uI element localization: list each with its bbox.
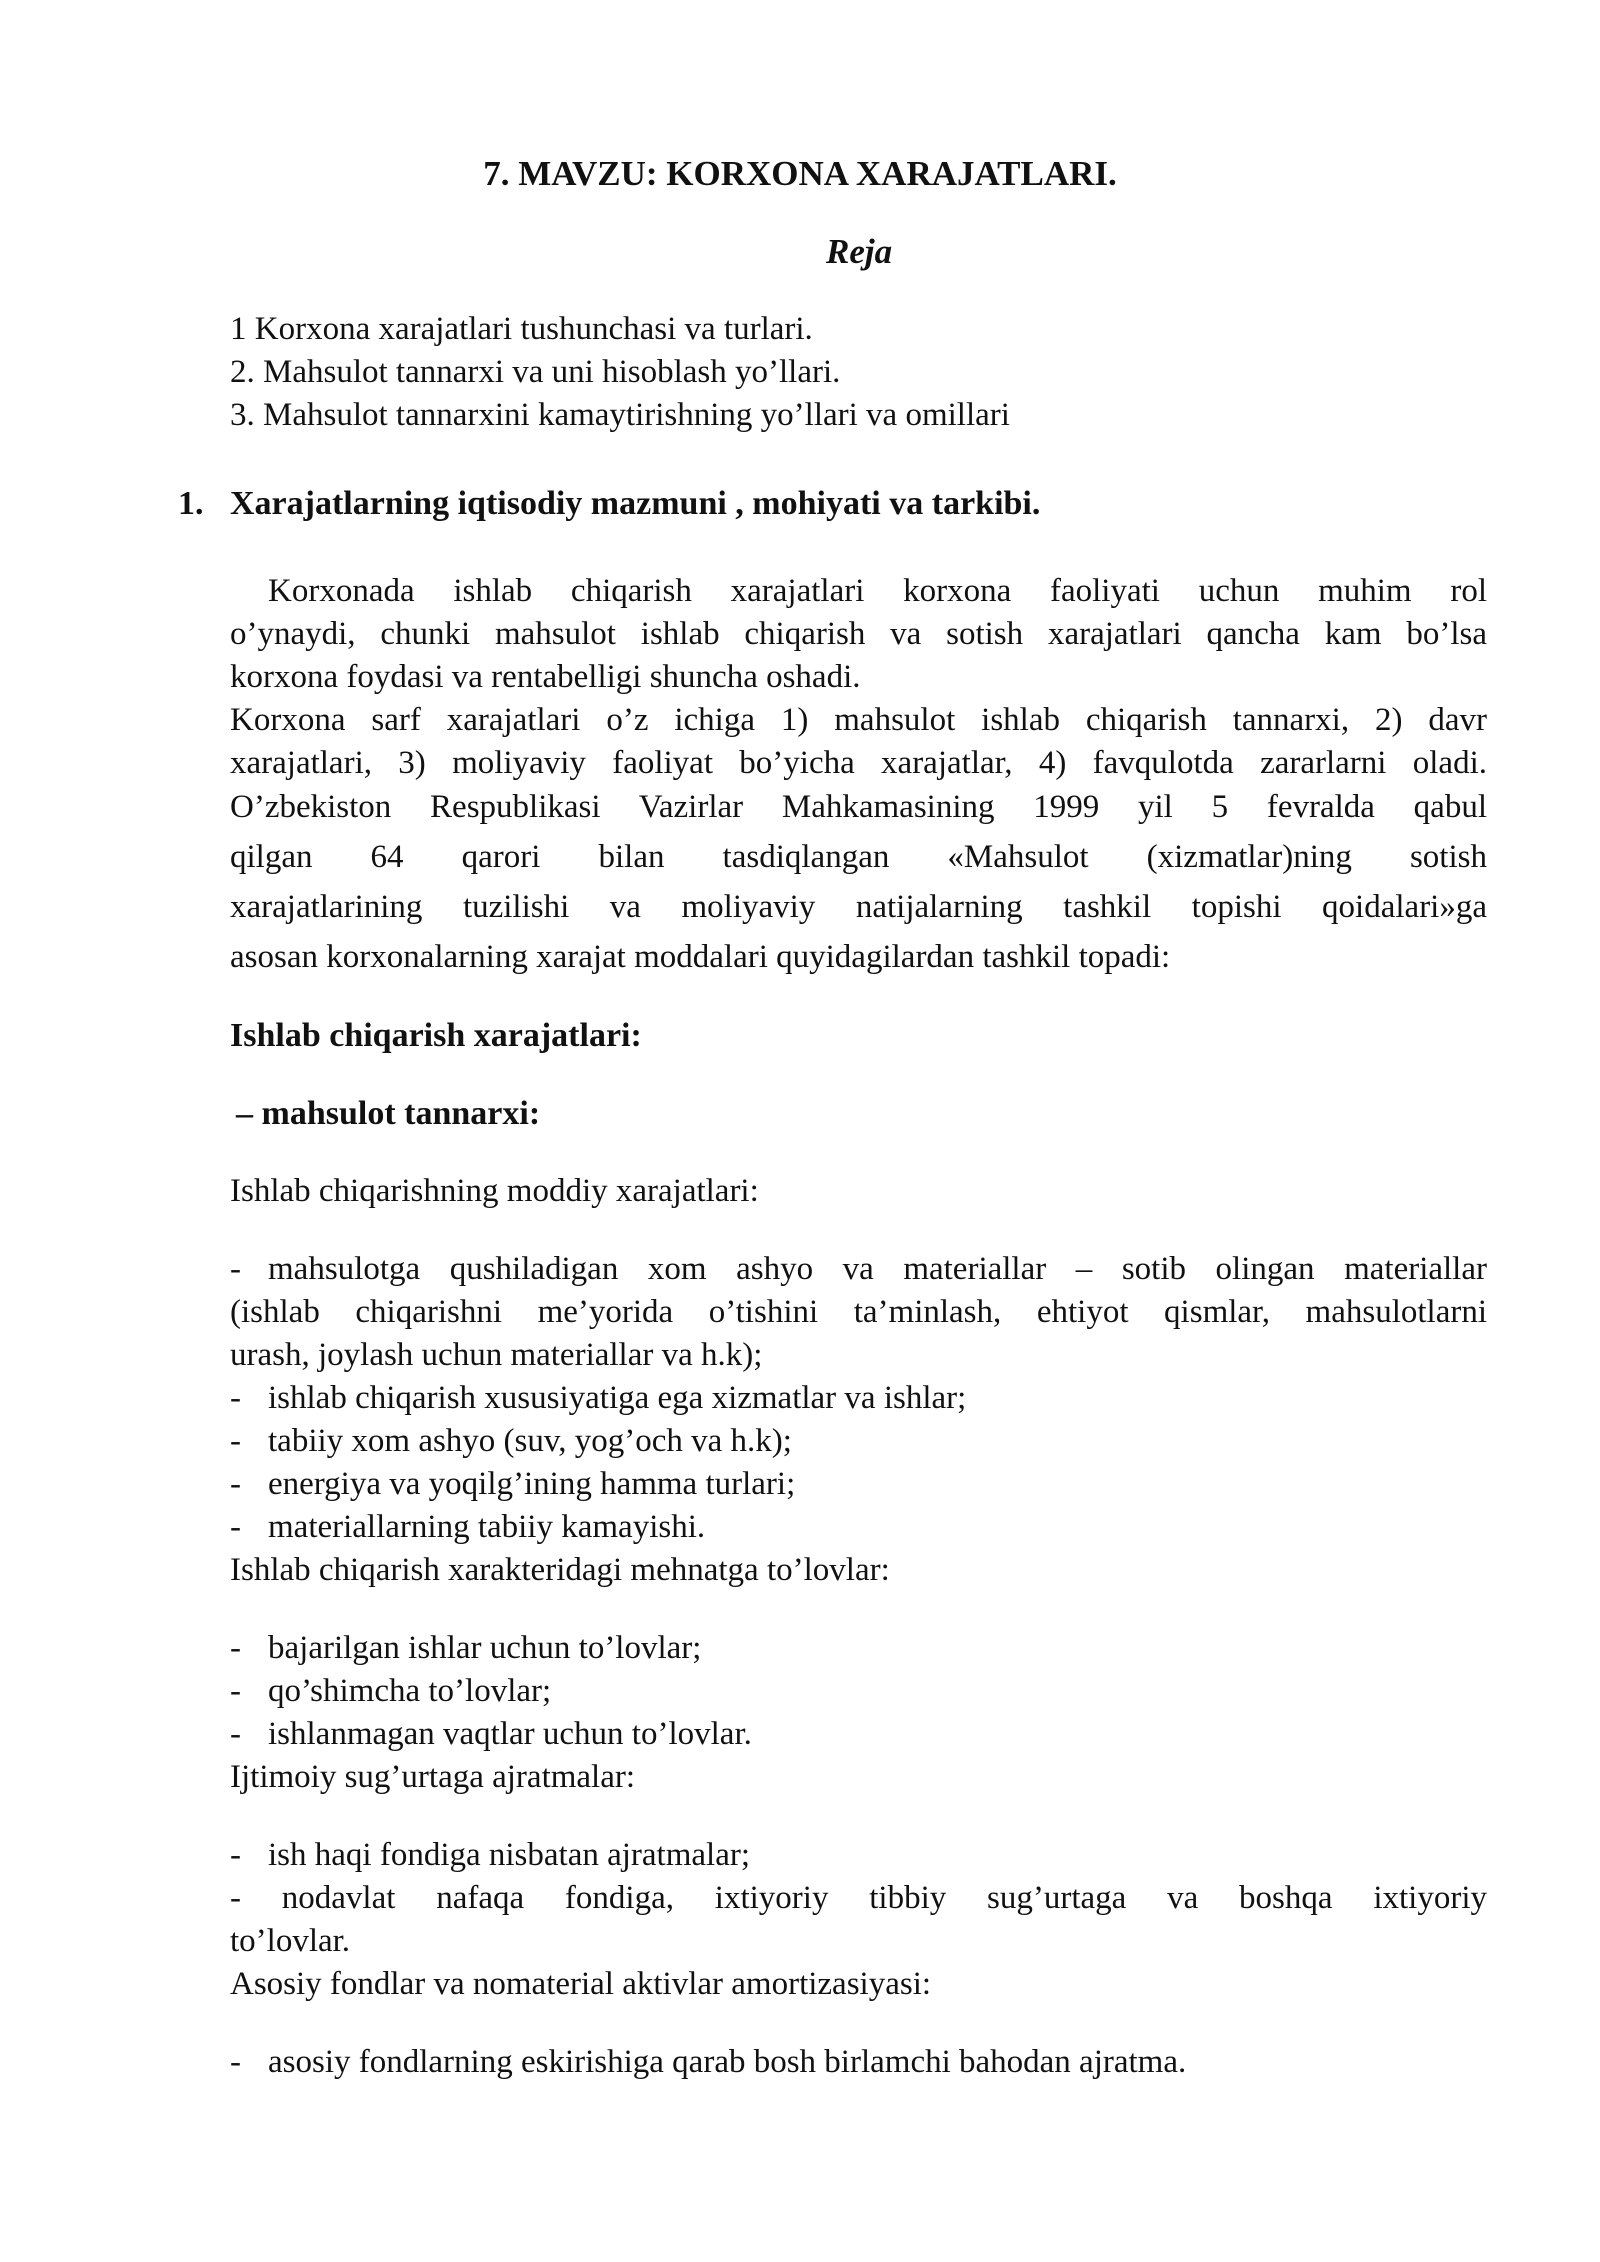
plan-item: 3. Mahsulot tannarxini kamaytirishning yo’llari va omillari [230,397,1010,433]
plan-item: 1 Korxona xarajatlari tushunchasi va turlari. [230,311,813,347]
list-item: asosiy fondlarning eskirishiga qarab bosh birlamchi bahodan ajratma. [268,2044,1187,2080]
list-dash: - [230,1673,241,1709]
list-dash: - [230,1380,241,1416]
paragraph-line: xarajatlari, 3) moliyaviy faoliyat bo’yicha xarajatlar, 4) favqulotda zararlarni oladi. [230,745,1487,781]
list-item: bajarilgan ishlar uchun to’lovlar; [268,1630,702,1666]
list-item: ish haqi fondiga nisbatan ajratmalar; [268,1837,751,1873]
list-dash: - [230,1423,241,1459]
list-dash: - [230,2044,241,2080]
plan-item: 2. Mahsulot tannarxi va uni hisoblash yo’llari. [230,354,841,390]
paragraph-line: qilgan 64 qarori bilan tasdiqlangan «Mahsulot (xizmatlar)ning sotish [230,839,1487,875]
labor-heading: Ishlab chiqarish xarakteridagi mehnatga to’lovlar: [230,1552,890,1588]
list-item-continued: urash, joylash uchun materiallar va h.k); [230,1337,763,1373]
list-dash: - [230,1630,241,1666]
list-item-continued: to’lovlar. [230,1923,351,1959]
subheading-production: Ishlab chiqarish xarajatlari: [230,1017,642,1054]
list-item: energiya va yoqilg’ining hamma turlari; [268,1466,796,1502]
paragraph-line: xarajatlarining tuzilishi va moliyaviy natijalarning tashkil topishi qoidalari»ga [230,889,1487,925]
list-dash: - [230,1716,241,1752]
reja-heading: Reja [826,232,893,271]
list-item: qo’shimcha to’lovlar; [268,1673,552,1709]
list-dash: - [230,1509,241,1545]
section-number: 1. [178,485,204,522]
list-item: - nodavlat nafaqa fondiga, ixtiyoriy tibbiy sug’urtaga va boshqa ixtiyoriy [230,1880,1487,1916]
list-item: materiallarning tabiiy kamayishi. [268,1509,706,1545]
list-item: mahsulotga qushiladigan xom ashyo va materiallar – sotib olingan materiallar [268,1251,1487,1287]
list-dash: - [230,1837,241,1873]
paragraph-line: asosan korxonalarning xarajat moddalari quyidagilardan tashkil topadi: [230,939,1171,975]
list-item-continued: (ishlab chiqarishni me’yorida o’tishini ta’minlash, ehtiyot qismlar, mahsulotlarni [230,1294,1487,1330]
paragraph-line: Korxonada ishlab chiqarish xarajatlari korxona faoliyati uchun muhim rol [268,573,1487,609]
list-dash: - [230,1466,241,1502]
amortization-heading: Asosiy fondlar va nomaterial aktivlar amortizasiyasi: [230,1966,932,2002]
social-heading: Ijtimoiy sug’urtaga ajratmalar: [230,1759,636,1795]
list-item: tabiiy xom ashyo (suv, yog’och va h.k); [268,1423,792,1459]
paragraph-line: Korxona sarf xarajatlari o’z ichiga 1) mahsulot ishlab chiqarish tannarxi, 2) davr [230,702,1487,738]
paragraph-line: korxona foydasi va rentabelligi shuncha oshadi. [230,659,861,695]
subheading-cost: – mahsulot tannarxi: [236,1095,541,1132]
page-title: 7. MAVZU: KORXONA XARAJATLARI. [483,154,1117,193]
list-dash: - [230,1251,241,1287]
material-heading: Ishlab chiqarishning moddiy xarajatlari: [230,1173,759,1209]
list-item: ishlab chiqarish xususiyatiga ega xizmatlar va ishlar; [268,1380,967,1416]
section-heading: Xarajatlarning iqtisodiy mazmuni , mohiyati va tarkibi. [230,485,1041,522]
list-item: ishlanmagan vaqtlar uchun to’lovlar. [268,1716,752,1752]
paragraph-line: o’ynaydi, chunki mahsulot ishlab chiqarish va sotish xarajatlari qancha kam bo’lsa [230,616,1487,652]
paragraph-line: O’zbekiston Respublikasi Vazirlar Mahkamasining 1999 yil 5 fevralda qabul [230,789,1487,825]
